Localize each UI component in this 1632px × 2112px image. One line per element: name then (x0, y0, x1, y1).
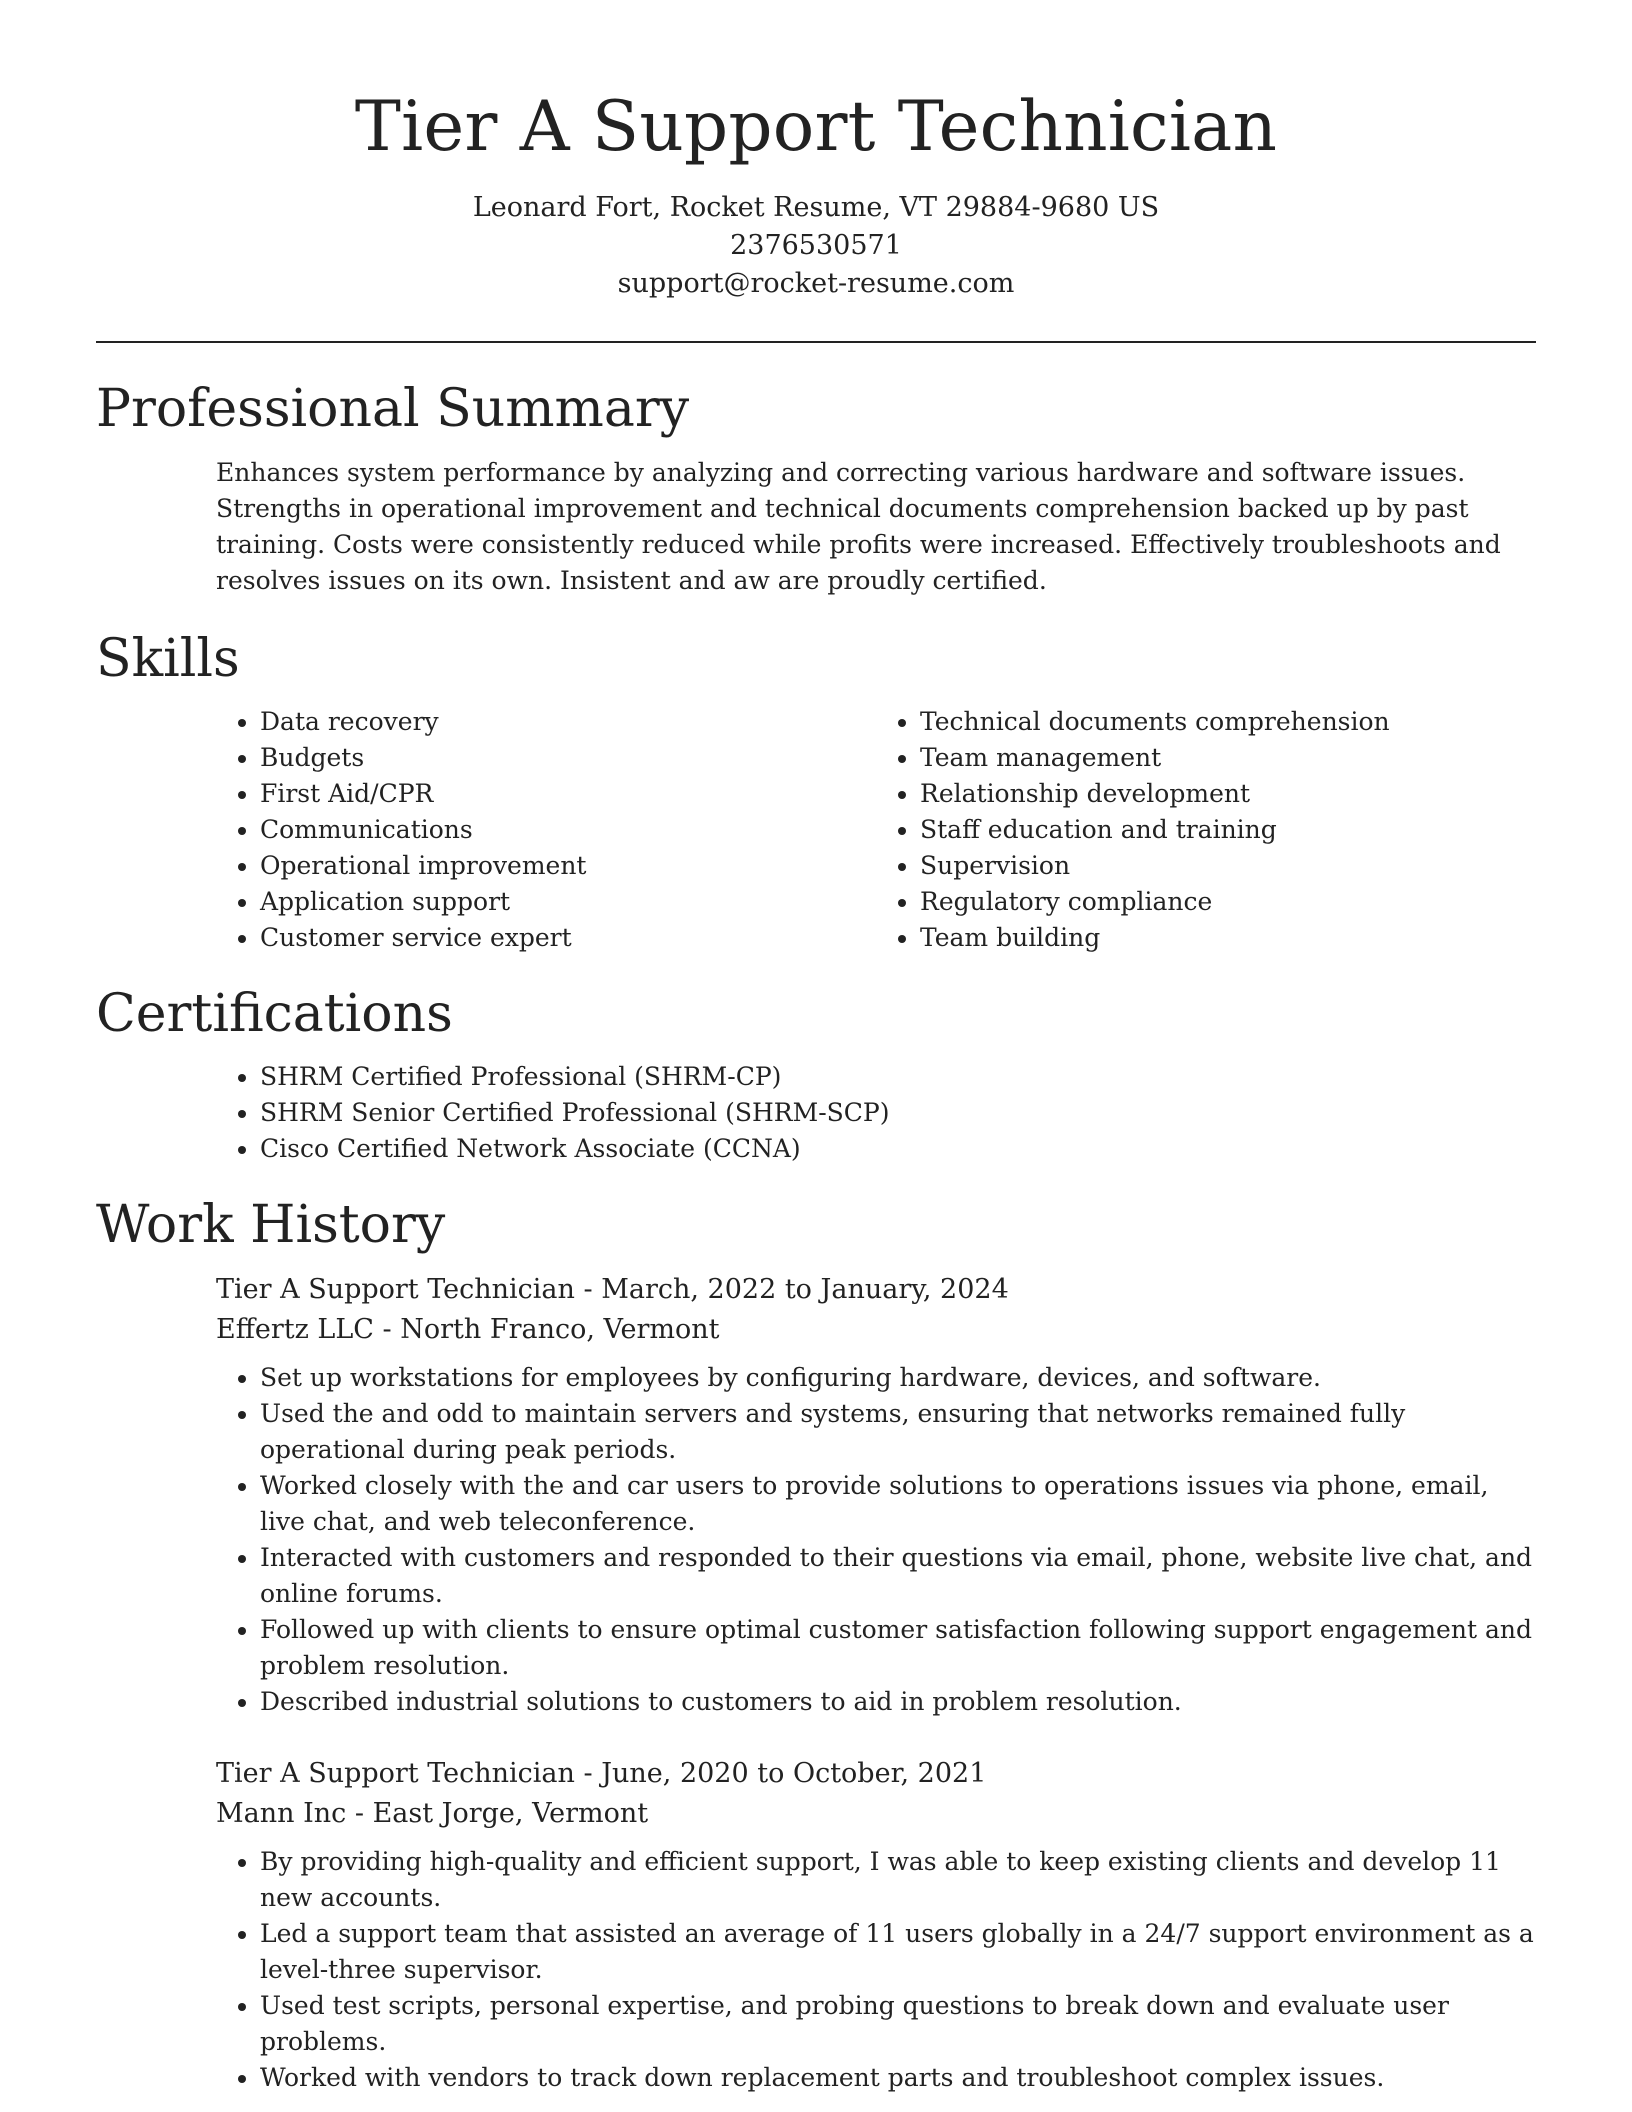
skill-item: • Regulatory compliance (920, 884, 1536, 920)
job-dates: - March, 2022 to January, 2024 (574, 1274, 1009, 1306)
job-bullet: • Used the and odd to maintain servers and systems, ensuring that networks remained fully operational during peak periods. (260, 1396, 1536, 1468)
job-location: - East Jorge, Vermont (346, 1798, 649, 1830)
certification-item: • SHRM Senior Certified Professional (SHRM-SCP) (260, 1095, 1536, 1131)
certification-item: • Cisco Certified Network Associate (CCNA) (260, 1131, 1536, 1167)
job-location: - North Franco, Vermont (373, 1314, 720, 1346)
job-bullet: • Worked with vendors to track down replacement parts and troubleshoot complex issues. (260, 2060, 1536, 2096)
job-title-line (216, 1270, 1536, 1310)
skill-item: • Operational improvement (260, 848, 876, 884)
skills-list-right (876, 704, 1536, 956)
skills-list-left (216, 704, 876, 956)
job-bullet: • Set up workstations for employees by configuring hardware, devices, and software. (260, 1360, 1536, 1396)
summary-text: Enhances system performance by analyzing and correcting various hardware and software issues. Strengths in operational improvement and technical documents comprehension backed up by past training. Costs were consistently reduced while profits were increased. Effectively troubleshoots and resolves issues on its own. Insistent and aw are proudly certified. (216, 457, 1501, 595)
skill-item: • Relationship development (920, 776, 1536, 812)
summary-section (96, 381, 1536, 598)
job-company: Effertz LLC (216, 1314, 374, 1346)
skill-item: • Customer service expert (260, 920, 876, 956)
resume-title: Tier A Support Technician (354, 87, 1278, 167)
skill-item: • Communications (260, 812, 876, 848)
skill-item: • Application support (260, 884, 876, 920)
work-history-section (96, 1194, 1536, 2096)
job-title: Tier A Support Technician (216, 1274, 575, 1306)
job-company-line (216, 1310, 1536, 1350)
job-entry (216, 1270, 1536, 1720)
job-bullet: • Led a support team that assisted an average of 11 users globally in a 24/7 support environment as a level-three supervisor. (260, 1916, 1536, 1988)
job-bullet: • By providing high-quality and efficient support, I was able to keep existing clients and develop 11 new accounts. (260, 1844, 1536, 1916)
job-title: Tier A Support Technician (216, 1758, 575, 1790)
job-bullet: • Followed up with clients to ensure optimal customer satisfaction following support engagement and problem resolution. (260, 1612, 1536, 1684)
certifications-section (96, 983, 1536, 1167)
job-bullets (216, 1360, 1536, 1720)
skills-section (96, 628, 1536, 956)
job-bullet: • Interacted with customers and responded to their questions via email, phone, website live chat, and online forums. (260, 1540, 1536, 1612)
skill-item: • Team building (920, 920, 1536, 956)
job-company-line (216, 1794, 1536, 1834)
job-bullets (216, 1844, 1536, 2096)
skill-item: • Budgets (260, 740, 876, 776)
job-title-line (216, 1754, 1536, 1794)
skill-item: • First Aid/CPR (260, 776, 876, 812)
skill-item: • Supervision (920, 848, 1536, 884)
skill-item: • Team management (920, 740, 1536, 776)
skills-heading: Skills (96, 628, 240, 689)
work-history-heading: Work History (96, 1194, 446, 1255)
certifications-heading: Certifications (96, 983, 453, 1044)
certification-item: • SHRM Certified Professional (SHRM-CP) (260, 1059, 1536, 1095)
job-bullet: • Worked closely with the and car users to provide solutions to operations issues via phone, email, live chat, and web teleconference. (260, 1468, 1536, 1540)
header-divider (96, 341, 1536, 343)
contact-phone: 2376530571 (730, 230, 902, 262)
certifications-list (216, 1059, 1536, 1167)
job-bullet: • Described industrial solutions to customers to aid in problem resolution. (260, 1684, 1536, 1720)
contact-email[interactable]: support@rocket-resume.com (617, 268, 1015, 300)
skill-item: • Staff education and training (920, 812, 1536, 848)
contact-address: Leonard Fort, Rocket Resume, VT 29884-9680 US (472, 192, 1160, 224)
job-entry (216, 1754, 1536, 2096)
skill-item: • Data recovery (260, 704, 876, 740)
summary-heading: Professional Summary (96, 379, 690, 440)
job-dates: - June, 2020 to October, 2021 (574, 1758, 987, 1790)
job-bullet: • Used test scripts, personal expertise, and probing questions to break down and evaluate user problems. (260, 1988, 1536, 2060)
skill-item: • Technical documents comprehension (920, 704, 1536, 740)
resume-header (96, 88, 1536, 303)
job-company: Mann Inc (216, 1798, 347, 1830)
